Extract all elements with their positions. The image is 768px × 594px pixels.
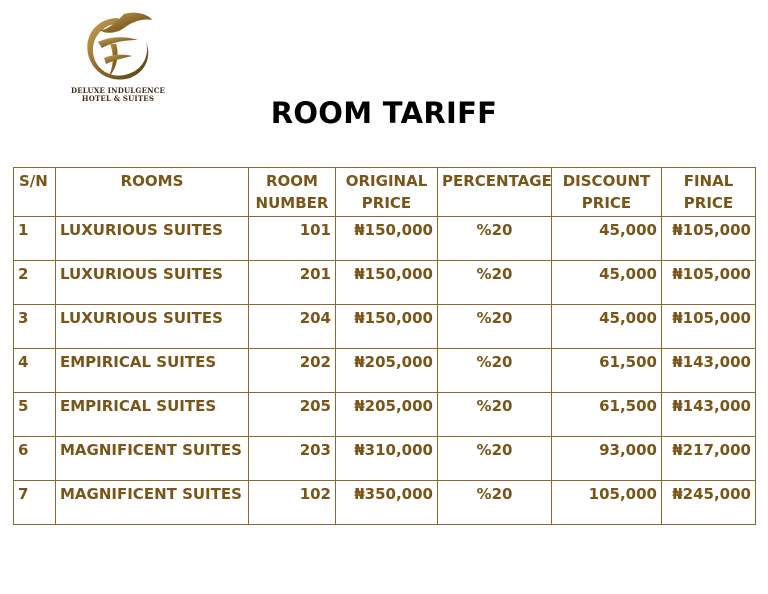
cell-discount-price: 61,500 <box>552 393 662 437</box>
header-discount-price-line2: PRICE <box>581 194 632 212</box>
cell-discount-price: 61,500 <box>552 349 662 393</box>
cell-original-price: ₦150,000 <box>336 217 438 261</box>
table-row <box>14 437 756 481</box>
brand-name-line2: HOTEL & SUITES <box>81 94 155 103</box>
cell-room: MAGNIFICENT SUITES <box>56 437 249 481</box>
cell-room-number: 102 <box>249 481 336 525</box>
cell-original-price: ₦205,000 <box>336 349 438 393</box>
cell-percentage: %20 <box>438 305 552 349</box>
cell-sn: 7 <box>14 481 56 525</box>
cell-sn: 6 <box>14 437 56 481</box>
cell-final-price: ₦143,000 <box>662 349 756 393</box>
cell-final-price: ₦143,000 <box>662 393 756 437</box>
cell-room-number: 205 <box>249 393 336 437</box>
cell-sn: 3 <box>14 305 56 349</box>
cell-final-price: ₦217,000 <box>662 437 756 481</box>
header-discount-price <box>552 168 662 217</box>
cell-original-price: ₦205,000 <box>336 393 438 437</box>
header-final-price-line1: FINAL <box>683 172 734 190</box>
table-row <box>14 481 756 525</box>
header-room-number <box>249 168 336 217</box>
cell-final-price: ₦245,000 <box>662 481 756 525</box>
table-row <box>14 393 756 437</box>
cell-percentage: %20 <box>438 437 552 481</box>
header-original-price-line1: ORIGINAL <box>345 172 428 190</box>
cell-percentage: %20 <box>438 349 552 393</box>
deluxe-indulgence-logo-icon <box>80 12 156 86</box>
header-sn: S/N <box>14 168 56 217</box>
header-rooms: ROOMS <box>56 168 249 217</box>
cell-discount-price: 105,000 <box>552 481 662 525</box>
cell-percentage: %20 <box>438 481 552 525</box>
header-percentage: PERCENTAGE <box>438 168 552 217</box>
cell-room: EMPIRICAL SUITES <box>56 393 249 437</box>
cell-room-number: 101 <box>249 217 336 261</box>
cell-final-price: ₦105,000 <box>662 305 756 349</box>
cell-discount-price: 45,000 <box>552 261 662 305</box>
brand-name-line1: DELUXE INDULGENCE <box>70 86 166 95</box>
cell-sn: 4 <box>14 349 56 393</box>
cell-percentage: %20 <box>438 393 552 437</box>
cell-room: LUXURIOUS SUITES <box>56 217 249 261</box>
cell-final-price: ₦105,000 <box>662 217 756 261</box>
cell-sn: 2 <box>14 261 56 305</box>
cell-original-price: ₦350,000 <box>336 481 438 525</box>
cell-room: LUXURIOUS SUITES <box>56 261 249 305</box>
header-room-number-line2: NUMBER <box>255 194 329 212</box>
page-title: ROOM TARIFF <box>270 96 498 130</box>
cell-original-price: ₦150,000 <box>336 261 438 305</box>
header-final-price-line2: PRICE <box>683 194 734 212</box>
cell-original-price: ₦310,000 <box>336 437 438 481</box>
cell-room-number: 203 <box>249 437 336 481</box>
table-row <box>14 261 756 305</box>
header-discount-price-line1: DISCOUNT <box>562 172 651 190</box>
header-original-price <box>336 168 438 217</box>
cell-percentage: %20 <box>438 217 552 261</box>
cell-discount-price: 45,000 <box>552 217 662 261</box>
cell-room: EMPIRICAL SUITES <box>56 349 249 393</box>
table-row <box>14 305 756 349</box>
cell-room: LUXURIOUS SUITES <box>56 305 249 349</box>
table-header-row <box>14 168 756 217</box>
header-original-price-line2: PRICE <box>361 194 412 212</box>
header-room-number-line1: ROOM <box>266 172 318 190</box>
cell-final-price: ₦105,000 <box>662 261 756 305</box>
hotel-logo <box>66 12 170 102</box>
cell-room-number: 202 <box>249 349 336 393</box>
table-row <box>14 349 756 393</box>
cell-sn: 1 <box>14 217 56 261</box>
cell-room: MAGNIFICENT SUITES <box>56 481 249 525</box>
cell-original-price: ₦150,000 <box>336 305 438 349</box>
cell-discount-price: 93,000 <box>552 437 662 481</box>
header-final-price <box>662 168 756 217</box>
cell-room-number: 204 <box>249 305 336 349</box>
cell-discount-price: 45,000 <box>552 305 662 349</box>
cell-percentage: %20 <box>438 261 552 305</box>
cell-sn: 5 <box>14 393 56 437</box>
cell-room-number: 201 <box>249 261 336 305</box>
room-tariff-table <box>13 167 756 525</box>
table-row <box>14 217 756 261</box>
